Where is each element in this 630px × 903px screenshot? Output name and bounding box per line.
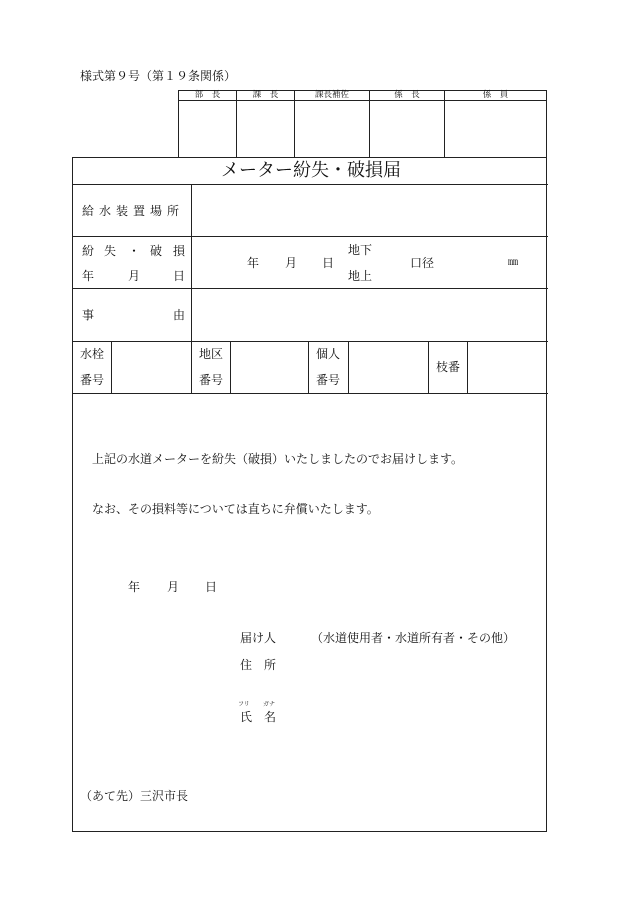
reason-label-right: 由 xyxy=(173,308,186,322)
notifier-type-options[interactable]: （水道使用者・水道所有者・その他） xyxy=(311,631,516,645)
stamp-box-kacho-hosa[interactable] xyxy=(295,101,370,158)
stamp-box-bucho[interactable] xyxy=(179,101,237,158)
stamp-header-kacho: 課 長 xyxy=(237,91,295,101)
submission-year[interactable]: 年 xyxy=(128,580,141,594)
reason-label-left: 事 xyxy=(82,308,95,322)
stamp-header-kakariin: 係 員 xyxy=(445,91,547,101)
address-field[interactable] xyxy=(290,652,540,676)
diameter-label: 口径 xyxy=(410,256,435,270)
loss-damage-label-2: ・ xyxy=(128,244,141,258)
location-field[interactable] xyxy=(192,185,545,234)
valve-number-field[interactable] xyxy=(112,342,188,392)
meter-loss-damage-form xyxy=(72,157,547,832)
approval-stamp-table xyxy=(178,90,547,158)
date-label-day: 日 xyxy=(173,269,186,283)
personal-number-label-top: 個人 xyxy=(316,347,341,361)
personal-number-label-bottom: 番号 xyxy=(316,373,341,387)
notice-sentence-1: 上記の水道メーターを紛失（破損）いたしましたのでお届けします。 xyxy=(92,452,464,466)
submission-day[interactable]: 日 xyxy=(205,580,218,594)
location-label: 給水装置場所 xyxy=(82,204,185,218)
form-number: 様式第９号（第１９条関係） xyxy=(80,69,237,83)
stamp-box-kakariin[interactable] xyxy=(445,101,547,158)
district-number-label-bottom: 番号 xyxy=(199,373,224,387)
name-label: 氏 名 xyxy=(240,710,277,724)
date-year-field[interactable]: 年 xyxy=(247,256,260,270)
reason-field[interactable] xyxy=(192,290,545,339)
loss-damage-label-3: 破 xyxy=(150,244,163,258)
district-number-label-top: 地区 xyxy=(199,347,224,361)
addressee: （あて先）三沢市長 xyxy=(80,789,189,803)
date-label-month: 月 xyxy=(128,269,141,283)
date-label-year: 年 xyxy=(82,269,95,283)
notice-sentence-2: なお、その損料等については直ちに弁償いたします。 xyxy=(92,502,379,516)
branch-number-field[interactable] xyxy=(468,342,545,392)
notifier-label: 届け人 xyxy=(240,631,277,645)
district-number-field[interactable] xyxy=(231,342,306,392)
date-day-field[interactable]: 日 xyxy=(322,256,335,270)
underground-option[interactable]: 地下 xyxy=(348,243,373,257)
submission-month[interactable]: 月 xyxy=(167,580,180,594)
diameter-unit: ㎜ xyxy=(508,257,518,268)
stamp-box-kakaricho[interactable] xyxy=(370,101,445,158)
aboveground-option[interactable]: 地上 xyxy=(348,269,373,283)
stamp-header-bucho: 部 長 xyxy=(179,91,237,101)
personal-number-field[interactable] xyxy=(349,342,426,392)
loss-damage-label-4: 損 xyxy=(173,244,186,258)
address-label: 住 所 xyxy=(240,658,277,672)
stamp-header-kakaricho: 係 長 xyxy=(370,91,445,101)
valve-number-label-top: 水栓 xyxy=(80,347,105,361)
loss-damage-label-1: 失 xyxy=(104,244,117,258)
name-field[interactable] xyxy=(290,700,540,728)
furigana-label-2: ガナ xyxy=(263,701,276,708)
furigana-label-1: フリ xyxy=(238,701,250,708)
stamp-box-kacho[interactable] xyxy=(237,101,295,158)
branch-number-label: 枝番 xyxy=(436,360,461,374)
stamp-header-kacho-hosa: 課長補佐 xyxy=(295,91,370,101)
date-month-field[interactable]: 月 xyxy=(285,256,298,270)
valve-number-label-bottom: 番号 xyxy=(80,373,105,387)
form-title: メーター紛失・破損届 xyxy=(221,160,401,181)
loss-damage-label-0: 紛 xyxy=(82,244,95,258)
